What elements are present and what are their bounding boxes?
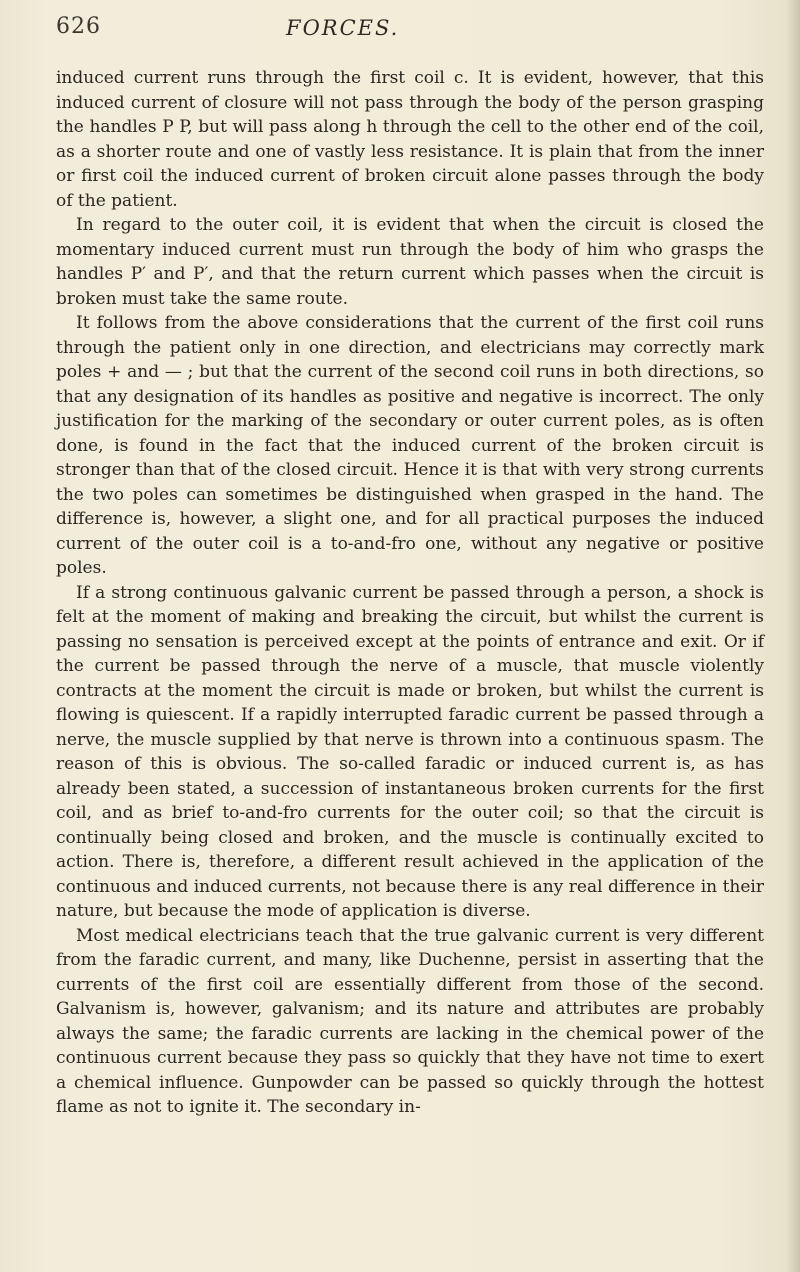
paragraph: It follows from the above considerations that the current of the first coil runs through the patient only in one direction, and electricians may correctly mark poles + and — ; but that the current of the second coil runs in both directions, so that any designation of its handles as positive and negative is incorrect. The only justification for the marking of the secondary or outer current poles, as is often done, is found in the fact that the induced current of the broken circuit is stronger than that of the closed circuit. Hence it is that with very strong currents the two poles can sometimes be distinguished when grasped in the hand. The difference is, however, a slight one, and for all practical purposes the induced current of the outer coil is a to-and-fro one, without any negative or positive poles. [56, 313, 764, 578]
paragraph: In regard to the outer coil, it is evident that when the circuit is closed the momentary induced current must run through the body of him who grasps the handles P′ and P′, and that the return current which passes when the circuit is broken must take the same route. [56, 215, 764, 309]
page-header [56, 14, 756, 46]
paragraph: Most medical electricians teach that the true galvanic current is very different from the faradic current, and many, like Duchenne, persist in asserting that the currents of the first coil are essentially different from those of the second. Galvanism is, however, galvanism; and its nature and attributes are probably always the same; the faradic currents are lacking in the chemical power of the continuous current because they pass so quickly that they have not time to exert a chemical influence. Gunpowder can be passed so quickly through the hottest flame as not to ignite it. The secondary in- [56, 925, 764, 1117]
page-number: 626 [56, 14, 101, 39]
paragraph: If a strong continuous galvanic current be passed through a person, a shock is felt at the moment of making and breaking the circuit, but whilst the current is passing no sensation is perceived except at the points of entrance and exit. Or if the current be passed through the nerve of a muscle, that muscle violently contracts at the moment the circuit is made or broken, but whilst the current is flowing is quiescent. If a rapidly interrupted faradic current be passed through a nerve, the muscle supplied by that nerve is thrown into a continuous spasm. The reason of this is obvious. The so-called faradic or induced current is, as has already been stated, a succession of instantaneous broken currents for the first coil, and as brief to-and-fro currents for the outer coil; so that the circuit is continually being closed and broken, and the muscle is continually excited to action. There is, therefore, a different result achieved in the application of the continuous and induced currents, not because there is any real difference in their nature, but because the mode of application is diverse. [56, 582, 764, 921]
running-title: FORCES. [286, 16, 400, 40]
paragraph: induced current runs through the first coil c. It is evident, however, that this induced current of closure will not pass through the body of the person grasping the handles P P, but will pass along h through the cell to the other end of the coil, as a shorter route and one of vastly less resistance. It is plain that from the inner or first coil the induced current of broken circuit alone passes through the body of the patient. [56, 68, 764, 211]
page-edge-shadow [786, 0, 800, 1272]
body-text [56, 66, 764, 1120]
